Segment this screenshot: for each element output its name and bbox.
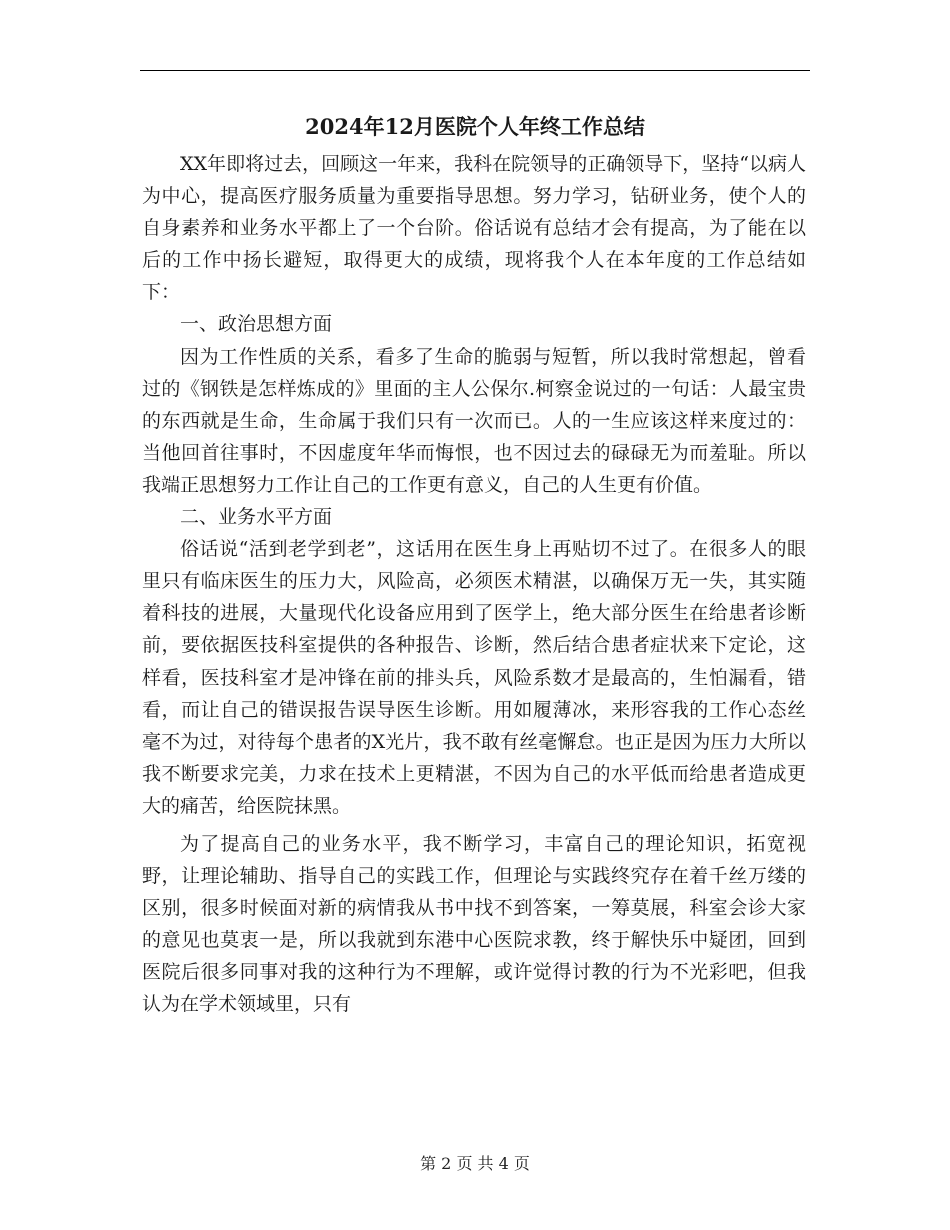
political-paragraph: 因为工作性质的关系，看多了生命的脆弱与短暂，所以我时常想起，曾看过的《钢铁是怎样炼成的》里面的主人公保尔.柯察金说过的一句话：人最宝贵的东西就是生命，生命属于我们只有一次而已。人的一生应该这样来度过的：当他回首往事时，不因虚度年华而悔恨，也不因过去的碌碌无为而羞耻。所以我端正思想努力工作让自己的工作更有意义，自己的人生更有价值。 <box>142 345 806 496</box>
page-number: 第 2 页 共 4 页 <box>420 1154 530 1173</box>
document-body <box>142 148 806 1021</box>
section-heading-political: 一、政治思想方面 <box>180 313 333 336</box>
section-heading-professional: 二、业务水平方面 <box>180 506 333 529</box>
professional-paragraph-1: 俗话说“活到老学到老”，这话用在医生身上再贴切不过了。在很多人的眼里只有临床医生的压力大，风险高，必须医术精湛，以确保万无一失，其实随着科技的进展，大量现代化设备应用到了医学上，绝大部分医生在给患者诊断前，要依据医技科室提供的各种报告、诊断，然后结合患者症状来下定论，这样看，医技科室才是冲锋在前的排头兵，风险系数才是最高的，生怕漏看，错看，而让自己的错误报告误导医生诊断。用如履薄冰，来形容我的工作心态丝毫不为过，对待每个患者的X光片，我不敢有丝毫懈怠。也正是因为压力大所以我不断要求完美，力求在技术上更精湛，不因为自己的水平低而给患者造成更大的痛苦，给医院抹黑。 <box>142 538 806 817</box>
professional-paragraph-2: 为了提高自己的业务水平，我不断学习，丰富自己的理论知识，拓宽视野，让理论辅助、指导自己的实践工作，但理论与实践终究存在着千丝万缕的区别，很多时候面对新的病情我从书中找不到答案，一筹莫展，科室会诊大家的意见也莫衷一是，所以我就到东港中心医院求教，终于解快乐中疑团，回到医院后很多同事对我的这种行为不理解，或许觉得讨教的行为不光彩吧，但我认为在学术领域里，只有 <box>142 832 806 1016</box>
document-title: 2024年12月医院个人年终工作总结 <box>305 114 645 139</box>
header-rule <box>140 70 810 71</box>
intro-paragraph: XX年即将过去，回顾这一年来，我科在院领导的正确领导下，坚持“以病人为中心，提高医疗服务质量为重要指导思想。努力学习，钻研业务，使个人的自身素养和业务水平都上了一个台阶。俗话说有总结才会有提高，为了能在以后的工作中扬长避短，取得更大的成绩，现将我个人在本年度的工作总结如下： <box>142 153 806 304</box>
